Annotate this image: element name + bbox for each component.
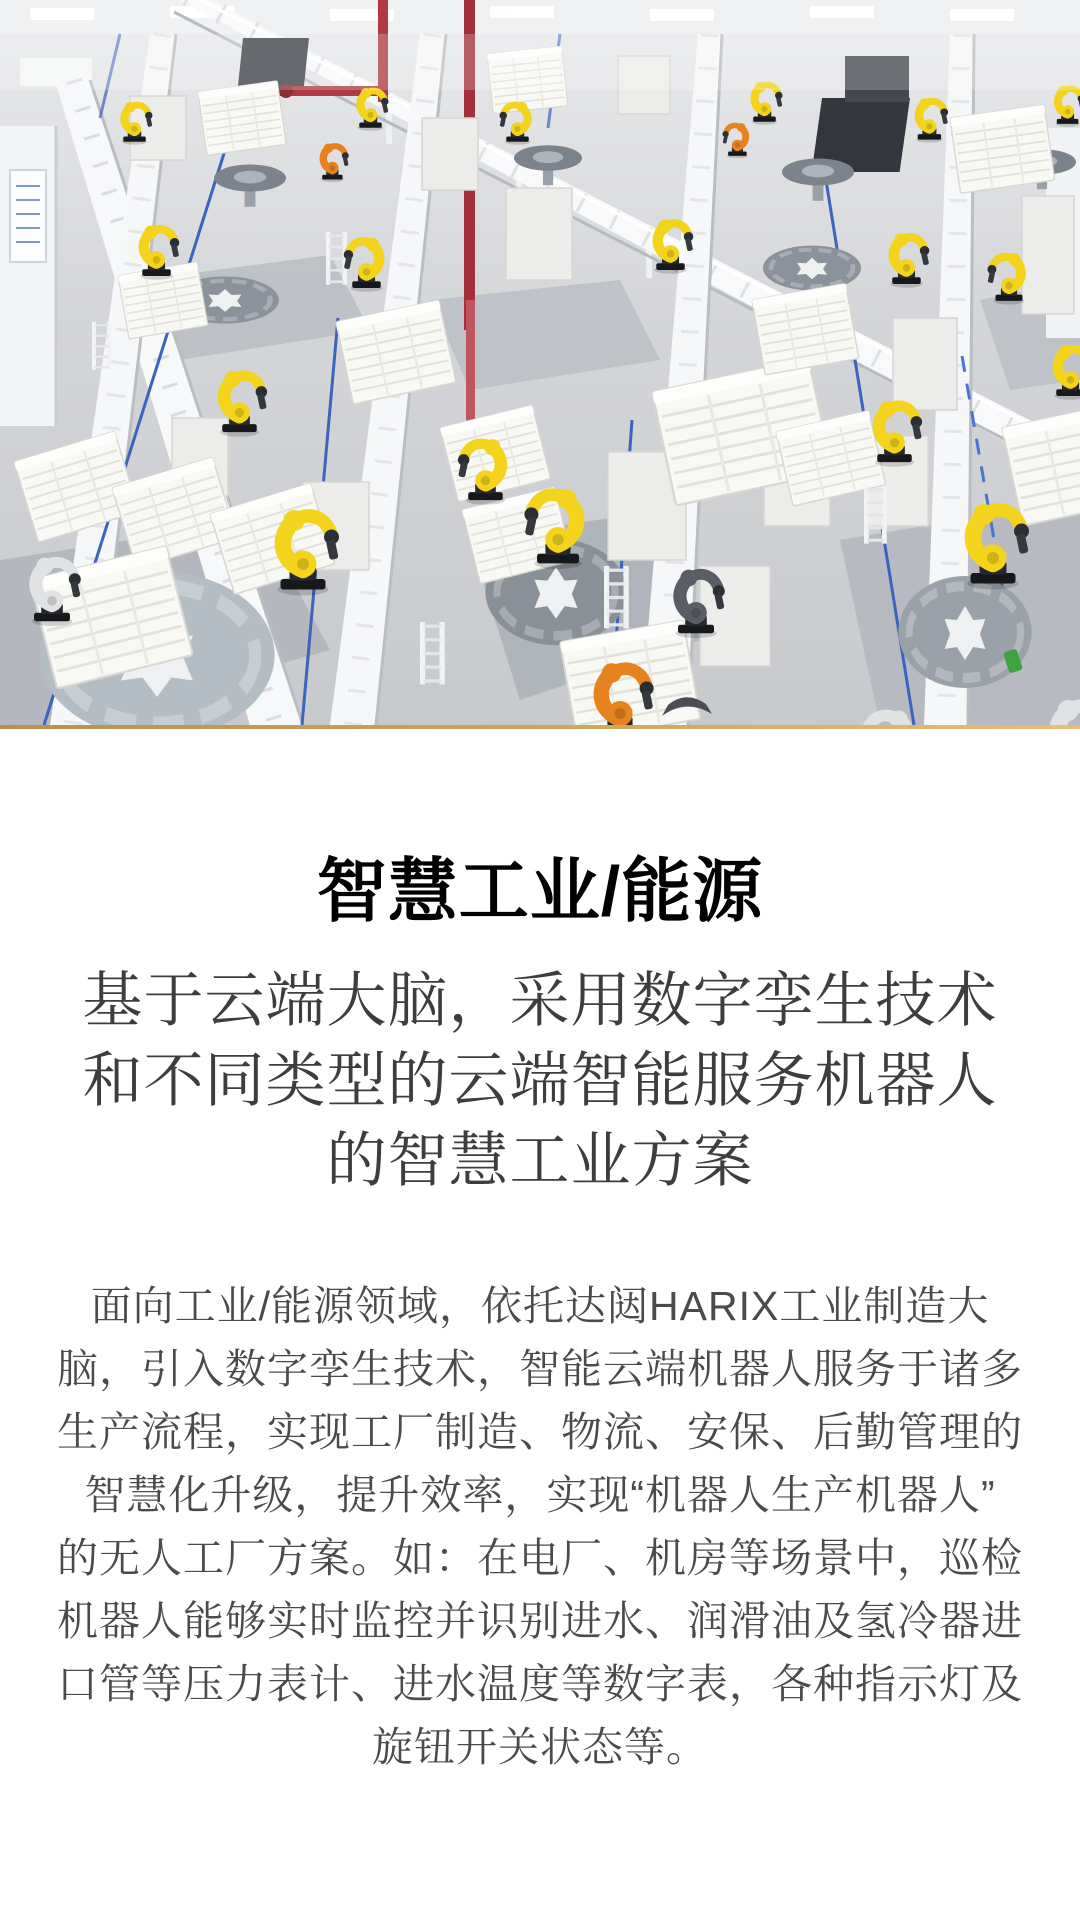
subtitle-line: 和不同类型的云端智能服务机器人 — [82, 1047, 998, 1114]
subtitle-line: 基于云端大脑，采用数字孪生技术 — [82, 967, 998, 1034]
page-title: 智慧工业/能源 — [316, 852, 764, 930]
subtitle-line: 的智慧工业方案 — [326, 1127, 754, 1194]
ceiling-strip — [0, 0, 1080, 34]
body-line: 面向工业/能源领域，依托达闼HARIX工业制造大 — [90, 1283, 990, 1329]
body-line: 口管等压力表计、进水温度等数字表，各种指示灯及 — [57, 1661, 1023, 1707]
body-line: 生产流程，实现工厂制造、物流、安保、后勤管理的 — [57, 1409, 1023, 1455]
body-line: 智慧化升级，提升效率，实现“机器人生产机器人” — [84, 1472, 996, 1518]
page-subtitle — [28, 961, 1052, 1201]
body-line: 机器人能够实时监控并识别进水、润滑油及氢冷器进 — [57, 1598, 1023, 1644]
depth-haze — [0, 34, 1080, 90]
video-progress-bar — [0, 725, 1080, 729]
body-line: 的无人工厂方案。如：在电厂、机房等场景中，巡检 — [57, 1535, 1023, 1581]
body-line: 旋钮开关状态等。 — [372, 1724, 708, 1770]
hero-factory-image — [0, 0, 1080, 729]
description-paragraph — [26, 1275, 1054, 1779]
smart-factory-render — [0, 0, 1080, 725]
body-line: 脑，引入数字孪生技术，智能云端机器人服务于诸多 — [57, 1346, 1023, 1392]
